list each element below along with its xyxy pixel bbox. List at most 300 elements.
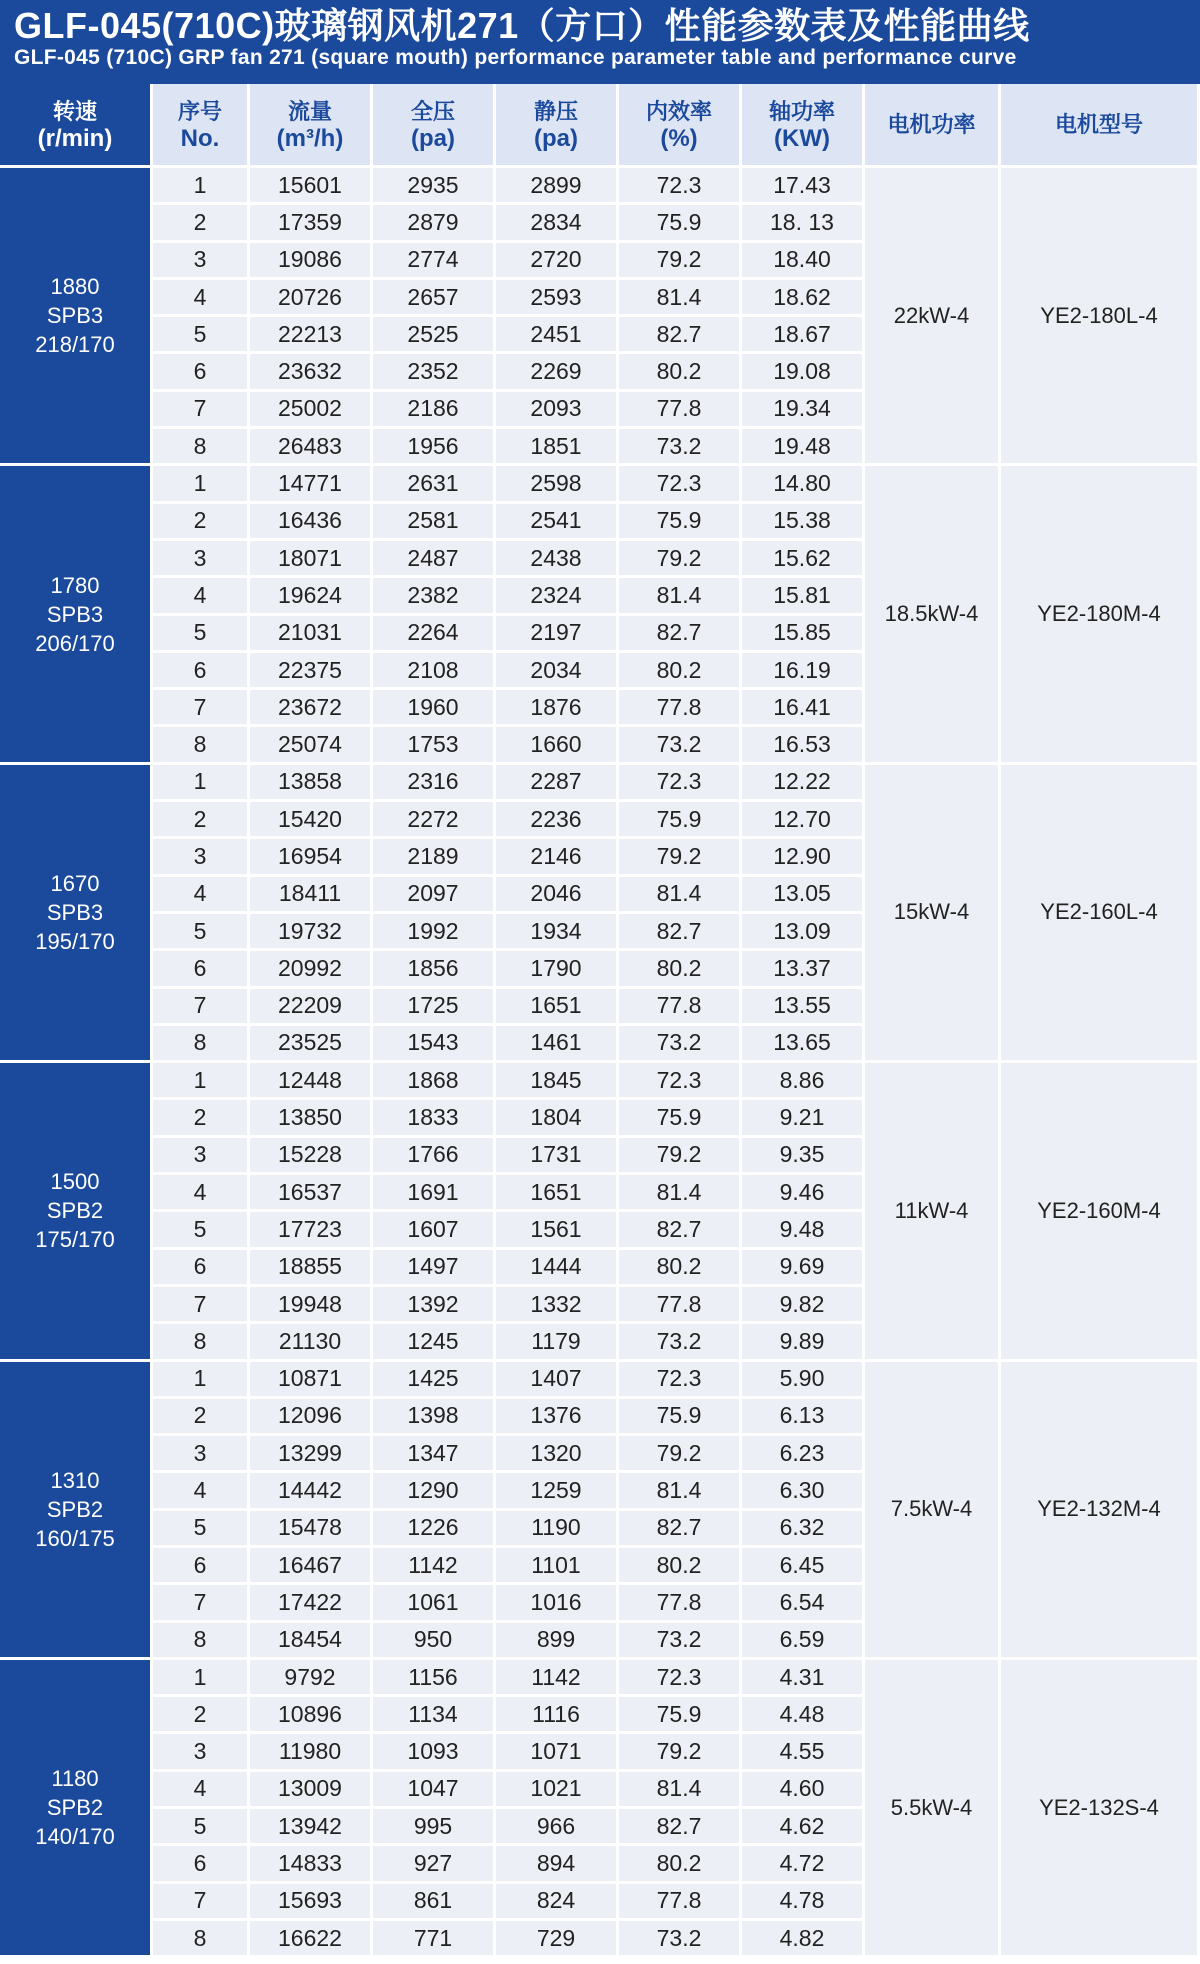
cell-total-pressure: 1142 xyxy=(373,1548,496,1585)
cell-no: 6 xyxy=(153,653,250,690)
cell-total-pressure: 2879 xyxy=(373,205,496,242)
cell-no: 8 xyxy=(153,727,250,764)
cell-efficiency: 79.2 xyxy=(619,1734,742,1771)
cell-no: 5 xyxy=(153,616,250,653)
cell-static-pressure: 1651 xyxy=(496,989,619,1026)
cell-total-pressure: 861 xyxy=(373,1884,496,1921)
page-title: GLF-045(710C)玻璃钢风机271（方口）性能参数表及性能曲线 xyxy=(14,5,1030,46)
cell-flow: 19624 xyxy=(250,578,373,615)
cell-no: 1 xyxy=(153,1362,250,1399)
cell-flow: 16467 xyxy=(250,1548,373,1585)
cell-no: 7 xyxy=(153,989,250,1026)
cell-shaft-power: 17.43 xyxy=(742,168,865,205)
cell-no: 4 xyxy=(153,1772,250,1809)
cell-flow: 13009 xyxy=(250,1772,373,1809)
cell-total-pressure: 1725 xyxy=(373,989,496,1026)
cell-flow: 13858 xyxy=(250,765,373,802)
cell-static-pressure: 2093 xyxy=(496,392,619,429)
cell-shaft-power: 4.72 xyxy=(742,1846,865,1883)
cell-no: 2 xyxy=(153,1399,250,1436)
cell-flow: 9792 xyxy=(250,1660,373,1697)
cell-flow: 22209 xyxy=(250,989,373,1026)
cell-shaft-power: 18.67 xyxy=(742,317,865,354)
cell-efficiency: 75.9 xyxy=(619,205,742,242)
cell-flow: 18855 xyxy=(250,1250,373,1287)
speed-group-pulley: 195/170 xyxy=(35,928,115,954)
speed-group-speed: 1670 xyxy=(50,870,100,896)
cell-efficiency: 82.7 xyxy=(619,616,742,653)
cell-flow: 23672 xyxy=(250,690,373,727)
cell-efficiency: 73.2 xyxy=(619,429,742,466)
header-no: 序号 No. xyxy=(153,84,250,168)
speed-group-pulley: 175/170 xyxy=(35,1227,115,1253)
cell-no: 1 xyxy=(153,1063,250,1100)
cell-static-pressure: 2598 xyxy=(496,466,619,503)
cell-static-pressure: 2287 xyxy=(496,765,619,802)
cell-total-pressure: 2186 xyxy=(373,392,496,429)
cell-efficiency: 72.3 xyxy=(619,1063,742,1100)
cell-total-pressure: 2581 xyxy=(373,504,496,541)
cell-flow: 14771 xyxy=(250,466,373,503)
cell-shaft-power: 4.78 xyxy=(742,1884,865,1921)
cell-shaft-power: 15.85 xyxy=(742,616,865,653)
cell-static-pressure: 1101 xyxy=(496,1548,619,1585)
speed-group-belt: SPB3 xyxy=(46,899,104,925)
cell-static-pressure: 1142 xyxy=(496,1660,619,1697)
cell-total-pressure: 1833 xyxy=(373,1100,496,1137)
cell-shaft-power: 18.62 xyxy=(742,280,865,317)
cell-flow: 21130 xyxy=(250,1324,373,1361)
cell-efficiency: 82.7 xyxy=(619,1809,742,1846)
cell-efficiency: 72.3 xyxy=(619,466,742,503)
cell-static-pressure: 1190 xyxy=(496,1511,619,1548)
cell-no: 5 xyxy=(153,1809,250,1846)
cell-static-pressure: 1934 xyxy=(496,914,619,951)
cell-no: 4 xyxy=(153,1175,250,1212)
header-flow: 流量 (m³/h) xyxy=(250,84,373,168)
cell-efficiency: 79.2 xyxy=(619,541,742,578)
cell-efficiency: 75.9 xyxy=(619,1100,742,1137)
motor-model-cell: YE2-160L-4 xyxy=(1001,765,1200,1063)
table-row xyxy=(0,168,1200,205)
cell-efficiency: 73.2 xyxy=(619,1921,742,1958)
cell-no: 4 xyxy=(153,578,250,615)
cell-static-pressure: 2046 xyxy=(496,877,619,914)
cell-efficiency: 77.8 xyxy=(619,1884,742,1921)
speed-group-belt: SPB2 xyxy=(46,1795,104,1821)
cell-efficiency: 79.2 xyxy=(619,839,742,876)
cell-flow: 15601 xyxy=(250,168,373,205)
cell-shaft-power: 19.48 xyxy=(742,429,865,466)
speed-group-speed: 1500 xyxy=(50,1169,100,1195)
speed-group-cell xyxy=(0,466,153,764)
cell-total-pressure: 2774 xyxy=(373,243,496,280)
speed-group-pulley: 206/170 xyxy=(35,630,115,656)
cell-flow: 18071 xyxy=(250,541,373,578)
cell-total-pressure: 1093 xyxy=(373,1734,496,1771)
cell-shaft-power: 14.80 xyxy=(742,466,865,503)
cell-total-pressure: 2487 xyxy=(373,541,496,578)
cell-static-pressure: 1259 xyxy=(496,1473,619,1510)
cell-efficiency: 75.9 xyxy=(619,504,742,541)
cell-total-pressure: 2272 xyxy=(373,802,496,839)
cell-static-pressure: 1179 xyxy=(496,1324,619,1361)
cell-flow: 16954 xyxy=(250,839,373,876)
cell-static-pressure: 1071 xyxy=(496,1734,619,1771)
cell-flow: 17723 xyxy=(250,1212,373,1249)
cell-total-pressure: 1607 xyxy=(373,1212,496,1249)
cell-static-pressure: 2146 xyxy=(496,839,619,876)
cell-static-pressure: 1660 xyxy=(496,727,619,764)
cell-efficiency: 82.7 xyxy=(619,1511,742,1548)
cell-total-pressure: 1753 xyxy=(373,727,496,764)
cell-shaft-power: 4.62 xyxy=(742,1809,865,1846)
cell-efficiency: 72.3 xyxy=(619,1362,742,1399)
cell-efficiency: 75.9 xyxy=(619,1697,742,1734)
cell-static-pressure: 894 xyxy=(496,1846,619,1883)
page-subtitle: GLF-045 (710C) GRP fan 271 (square mouth) performance parameter table and performance curve xyxy=(14,46,1017,69)
header-total-pressure: 全压 (pa) xyxy=(373,84,496,168)
motor-power-cell: 11kW-4 xyxy=(865,1063,1001,1361)
title-banner xyxy=(0,0,1200,84)
cell-flow: 18454 xyxy=(250,1623,373,1660)
cell-static-pressure: 2438 xyxy=(496,541,619,578)
cell-efficiency: 79.2 xyxy=(619,1138,742,1175)
cell-flow: 17422 xyxy=(250,1585,373,1622)
cell-flow: 17359 xyxy=(250,205,373,242)
cell-no: 8 xyxy=(153,429,250,466)
cell-total-pressure: 1392 xyxy=(373,1287,496,1324)
cell-no: 6 xyxy=(153,1548,250,1585)
speed-group-speed: 1880 xyxy=(50,274,100,300)
cell-no: 2 xyxy=(153,504,250,541)
motor-model-cell: YE2-160M-4 xyxy=(1001,1063,1200,1361)
cell-efficiency: 77.8 xyxy=(619,989,742,1026)
speed-group-cell xyxy=(0,1362,153,1660)
cell-static-pressure: 1876 xyxy=(496,690,619,727)
cell-shaft-power: 4.55 xyxy=(742,1734,865,1771)
cell-shaft-power: 12.70 xyxy=(742,802,865,839)
cell-static-pressure: 2593 xyxy=(496,280,619,317)
speed-group-belt: SPB3 xyxy=(46,601,104,627)
cell-shaft-power: 4.48 xyxy=(742,1697,865,1734)
cell-shaft-power: 6.45 xyxy=(742,1548,865,1585)
cell-static-pressure: 1790 xyxy=(496,951,619,988)
header-speed: 转速 (r/min) xyxy=(0,84,153,168)
cell-static-pressure: 2899 xyxy=(496,168,619,205)
cell-no: 5 xyxy=(153,317,250,354)
cell-shaft-power: 9.21 xyxy=(742,1100,865,1137)
cell-efficiency: 77.8 xyxy=(619,1287,742,1324)
cell-no: 3 xyxy=(153,1734,250,1771)
cell-flow: 15693 xyxy=(250,1884,373,1921)
cell-efficiency: 81.4 xyxy=(619,1772,742,1809)
cell-no: 5 xyxy=(153,1212,250,1249)
header-static-pressure: 静压 (pa) xyxy=(496,84,619,168)
cell-flow: 12448 xyxy=(250,1063,373,1100)
cell-shaft-power: 6.30 xyxy=(742,1473,865,1510)
cell-flow: 25002 xyxy=(250,392,373,429)
cell-shaft-power: 9.69 xyxy=(742,1250,865,1287)
cell-flow: 20992 xyxy=(250,951,373,988)
cell-efficiency: 80.2 xyxy=(619,354,742,391)
cell-no: 5 xyxy=(153,1511,250,1548)
cell-shaft-power: 18.40 xyxy=(742,243,865,280)
motor-power-cell: 7.5kW-4 xyxy=(865,1362,1001,1660)
cell-no: 3 xyxy=(153,243,250,280)
speed-group-speed: 1780 xyxy=(50,572,100,598)
motor-power-cell: 15kW-4 xyxy=(865,765,1001,1063)
cell-efficiency: 82.7 xyxy=(619,317,742,354)
cell-total-pressure: 1956 xyxy=(373,429,496,466)
cell-static-pressure: 1376 xyxy=(496,1399,619,1436)
cell-flow: 22213 xyxy=(250,317,373,354)
cell-total-pressure: 2189 xyxy=(373,839,496,876)
cell-efficiency: 75.9 xyxy=(619,1399,742,1436)
cell-shaft-power: 5.90 xyxy=(742,1362,865,1399)
cell-efficiency: 75.9 xyxy=(619,802,742,839)
cell-static-pressure: 2324 xyxy=(496,578,619,615)
cell-shaft-power: 16.19 xyxy=(742,653,865,690)
cell-total-pressure: 1398 xyxy=(373,1399,496,1436)
cell-shaft-power: 16.53 xyxy=(742,727,865,764)
cell-efficiency: 80.2 xyxy=(619,1548,742,1585)
cell-flow: 15420 xyxy=(250,802,373,839)
cell-flow: 19086 xyxy=(250,243,373,280)
motor-power-cell: 5.5kW-4 xyxy=(865,1660,1001,1958)
cell-shaft-power: 16.41 xyxy=(742,690,865,727)
table-row xyxy=(0,765,1200,802)
cell-total-pressure: 1766 xyxy=(373,1138,496,1175)
cell-no: 4 xyxy=(153,1473,250,1510)
cell-static-pressure: 1731 xyxy=(496,1138,619,1175)
cell-static-pressure: 2451 xyxy=(496,317,619,354)
cell-no: 6 xyxy=(153,1846,250,1883)
cell-static-pressure: 899 xyxy=(496,1623,619,1660)
cell-total-pressure: 2935 xyxy=(373,168,496,205)
cell-static-pressure: 1804 xyxy=(496,1100,619,1137)
cell-flow: 16622 xyxy=(250,1921,373,1958)
cell-static-pressure: 2541 xyxy=(496,504,619,541)
cell-static-pressure: 2834 xyxy=(496,205,619,242)
cell-no: 8 xyxy=(153,1921,250,1958)
header-efficiency: 内效率 (%) xyxy=(619,84,742,168)
cell-static-pressure: 2236 xyxy=(496,802,619,839)
cell-flow: 18411 xyxy=(250,877,373,914)
cell-flow: 14833 xyxy=(250,1846,373,1883)
cell-flow: 15228 xyxy=(250,1138,373,1175)
motor-model-cell: YE2-180M-4 xyxy=(1001,466,1200,764)
cell-total-pressure: 950 xyxy=(373,1623,496,1660)
speed-group-cell xyxy=(0,1660,153,1958)
motor-model-cell: YE2-180L-4 xyxy=(1001,168,1200,466)
cell-no: 2 xyxy=(153,1100,250,1137)
cell-shaft-power: 13.37 xyxy=(742,951,865,988)
cell-total-pressure: 2108 xyxy=(373,653,496,690)
cell-no: 6 xyxy=(153,951,250,988)
cell-efficiency: 80.2 xyxy=(619,1846,742,1883)
cell-efficiency: 81.4 xyxy=(619,280,742,317)
cell-no: 7 xyxy=(153,690,250,727)
cell-flow: 22375 xyxy=(250,653,373,690)
speed-group-speed: 1310 xyxy=(50,1467,100,1493)
cell-efficiency: 81.4 xyxy=(619,877,742,914)
cell-no: 6 xyxy=(153,1250,250,1287)
table-row xyxy=(0,1660,1200,1697)
table-header-row xyxy=(0,84,1200,168)
cell-no: 1 xyxy=(153,765,250,802)
cell-static-pressure: 966 xyxy=(496,1809,619,1846)
cell-flow: 23632 xyxy=(250,354,373,391)
cell-shaft-power: 15.81 xyxy=(742,578,865,615)
cell-efficiency: 73.2 xyxy=(619,1026,742,1063)
cell-total-pressure: 1992 xyxy=(373,914,496,951)
cell-efficiency: 77.8 xyxy=(619,690,742,727)
cell-shaft-power: 12.90 xyxy=(742,839,865,876)
cell-no: 1 xyxy=(153,466,250,503)
cell-static-pressure: 1016 xyxy=(496,1585,619,1622)
cell-efficiency: 82.7 xyxy=(619,1212,742,1249)
cell-flow: 16537 xyxy=(250,1175,373,1212)
cell-total-pressure: 1868 xyxy=(373,1063,496,1100)
cell-shaft-power: 6.23 xyxy=(742,1436,865,1473)
cell-shaft-power: 13.09 xyxy=(742,914,865,951)
motor-model-cell: YE2-132M-4 xyxy=(1001,1362,1200,1660)
cell-flow: 19732 xyxy=(250,914,373,951)
cell-no: 8 xyxy=(153,1026,250,1063)
cell-efficiency: 73.2 xyxy=(619,1623,742,1660)
cell-efficiency: 80.2 xyxy=(619,1250,742,1287)
speed-group-pulley: 218/170 xyxy=(35,332,115,358)
cell-flow: 11980 xyxy=(250,1734,373,1771)
cell-total-pressure: 927 xyxy=(373,1846,496,1883)
cell-no: 3 xyxy=(153,1436,250,1473)
cell-no: 3 xyxy=(153,1138,250,1175)
cell-shaft-power: 6.13 xyxy=(742,1399,865,1436)
table-row xyxy=(0,1063,1200,1100)
cell-shaft-power: 9.48 xyxy=(742,1212,865,1249)
cell-total-pressure: 1134 xyxy=(373,1697,496,1734)
cell-flow: 23525 xyxy=(250,1026,373,1063)
speed-group-speed: 1180 xyxy=(51,1766,99,1792)
cell-flow: 26483 xyxy=(250,429,373,466)
cell-efficiency: 81.4 xyxy=(619,1175,742,1212)
cell-total-pressure: 1497 xyxy=(373,1250,496,1287)
cell-shaft-power: 9.89 xyxy=(742,1324,865,1361)
cell-no: 3 xyxy=(153,839,250,876)
cell-total-pressure: 2382 xyxy=(373,578,496,615)
cell-total-pressure: 2264 xyxy=(373,616,496,653)
cell-shaft-power: 13.05 xyxy=(742,877,865,914)
cell-efficiency: 79.2 xyxy=(619,1436,742,1473)
cell-no: 7 xyxy=(153,1884,250,1921)
cell-efficiency: 81.4 xyxy=(619,1473,742,1510)
cell-total-pressure: 1960 xyxy=(373,690,496,727)
table-row xyxy=(0,466,1200,503)
cell-shaft-power: 9.46 xyxy=(742,1175,865,1212)
cell-shaft-power: 18. 13 xyxy=(742,205,865,242)
cell-shaft-power: 15.62 xyxy=(742,541,865,578)
cell-no: 6 xyxy=(153,354,250,391)
header-motor-power: 电机功率 xyxy=(865,84,1001,168)
cell-no: 1 xyxy=(153,168,250,205)
cell-static-pressure: 1845 xyxy=(496,1063,619,1100)
cell-flow: 12096 xyxy=(250,1399,373,1436)
cell-total-pressure: 1061 xyxy=(373,1585,496,1622)
cell-efficiency: 80.2 xyxy=(619,951,742,988)
cell-total-pressure: 1347 xyxy=(373,1436,496,1473)
cell-shaft-power: 6.59 xyxy=(742,1623,865,1660)
cell-no: 1 xyxy=(153,1660,250,1697)
cell-no: 7 xyxy=(153,392,250,429)
cell-no: 4 xyxy=(153,877,250,914)
cell-no: 7 xyxy=(153,1585,250,1622)
cell-shaft-power: 19.08 xyxy=(742,354,865,391)
cell-efficiency: 82.7 xyxy=(619,914,742,951)
speed-group-belt: SPB2 xyxy=(46,1198,104,1224)
cell-static-pressure: 2197 xyxy=(496,616,619,653)
cell-static-pressure: 2034 xyxy=(496,653,619,690)
cell-flow: 10896 xyxy=(250,1697,373,1734)
cell-efficiency: 73.2 xyxy=(619,727,742,764)
cell-efficiency: 80.2 xyxy=(619,653,742,690)
header-motor-model: 电机型号 xyxy=(1001,84,1200,168)
cell-efficiency: 72.3 xyxy=(619,168,742,205)
cell-total-pressure: 2352 xyxy=(373,354,496,391)
cell-total-pressure: 1290 xyxy=(373,1473,496,1510)
cell-no: 8 xyxy=(153,1623,250,1660)
cell-static-pressure: 729 xyxy=(496,1921,619,1958)
cell-shaft-power: 6.32 xyxy=(742,1511,865,1548)
cell-static-pressure: 1407 xyxy=(496,1362,619,1399)
cell-shaft-power: 15.38 xyxy=(742,504,865,541)
cell-flow: 19948 xyxy=(250,1287,373,1324)
cell-shaft-power: 13.65 xyxy=(742,1026,865,1063)
cell-flow: 15478 xyxy=(250,1511,373,1548)
speed-group-belt: SPB3 xyxy=(46,303,104,329)
cell-efficiency: 72.3 xyxy=(619,765,742,802)
cell-efficiency: 81.4 xyxy=(619,578,742,615)
motor-power-cell: 18.5kW-4 xyxy=(865,466,1001,764)
cell-no: 8 xyxy=(153,1324,250,1361)
cell-flow: 14442 xyxy=(250,1473,373,1510)
cell-static-pressure: 1561 xyxy=(496,1212,619,1249)
cell-total-pressure: 2657 xyxy=(373,280,496,317)
motor-model-cell: YE2-132S-4 xyxy=(1001,1660,1200,1958)
cell-flow: 13299 xyxy=(250,1436,373,1473)
cell-no: 2 xyxy=(153,205,250,242)
cell-shaft-power: 19.34 xyxy=(742,392,865,429)
cell-total-pressure: 1156 xyxy=(373,1660,496,1697)
speed-group-belt: SPB2 xyxy=(46,1496,104,1522)
cell-shaft-power: 9.35 xyxy=(742,1138,865,1175)
table-body xyxy=(0,168,1200,1958)
cell-total-pressure: 1856 xyxy=(373,951,496,988)
speed-group-cell xyxy=(0,765,153,1063)
header-shaft-power: 轴功率 (KW) xyxy=(742,84,865,168)
cell-flow: 16436 xyxy=(250,504,373,541)
cell-efficiency: 72.3 xyxy=(619,1660,742,1697)
cell-shaft-power: 4.60 xyxy=(742,1772,865,1809)
cell-total-pressure: 1047 xyxy=(373,1772,496,1809)
speed-group-pulley: 160/175 xyxy=(35,1525,115,1551)
cell-shaft-power: 8.86 xyxy=(742,1063,865,1100)
cell-no: 7 xyxy=(153,1287,250,1324)
cell-flow: 20726 xyxy=(250,280,373,317)
performance-table xyxy=(0,84,1200,1958)
cell-efficiency: 73.2 xyxy=(619,1324,742,1361)
cell-static-pressure: 824 xyxy=(496,1884,619,1921)
